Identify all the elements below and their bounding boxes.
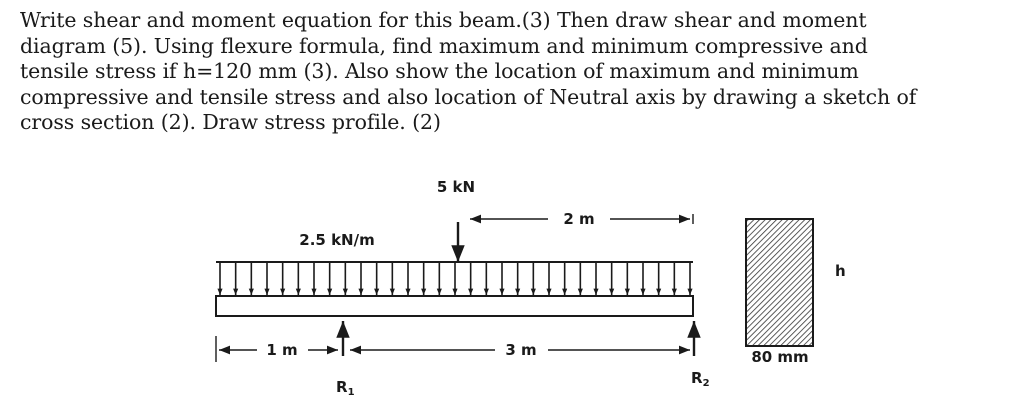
point-load-label: 5 kN: [436, 178, 476, 196]
dim-1m-label: 1 m: [266, 341, 298, 359]
udl-label: 2.5 kN/m: [299, 231, 375, 249]
beam: [216, 296, 693, 316]
section-width-label: 80 mm: [751, 348, 809, 366]
dim-2m-label: 2 m: [563, 210, 595, 228]
problem-line: diagram (5). Using flexure formula, find maximum and minimum compressive and: [20, 33, 868, 58]
reaction-right-label: $R_2$: [691, 369, 710, 389]
dim-3m-label: 3 m: [505, 341, 537, 359]
udl-arrows: [220, 263, 690, 295]
problem-line: tensile stress if h=120 mm (3). Also show the location of maximum and minimum: [20, 59, 859, 83]
cross-section: [746, 219, 813, 346]
problem-line: cross section (2). Draw stress profile. (2): [20, 110, 441, 134]
problem-line: compressive and tensile stress and also location of Neutral axis by drawing a sketch of: [20, 84, 917, 109]
reaction-left-label: $R_1$: [336, 378, 355, 398]
problem-line: Write shear and moment equation for this beam.(3) Then draw shear and moment: [20, 8, 867, 32]
section-height-label: h: [835, 262, 846, 280]
